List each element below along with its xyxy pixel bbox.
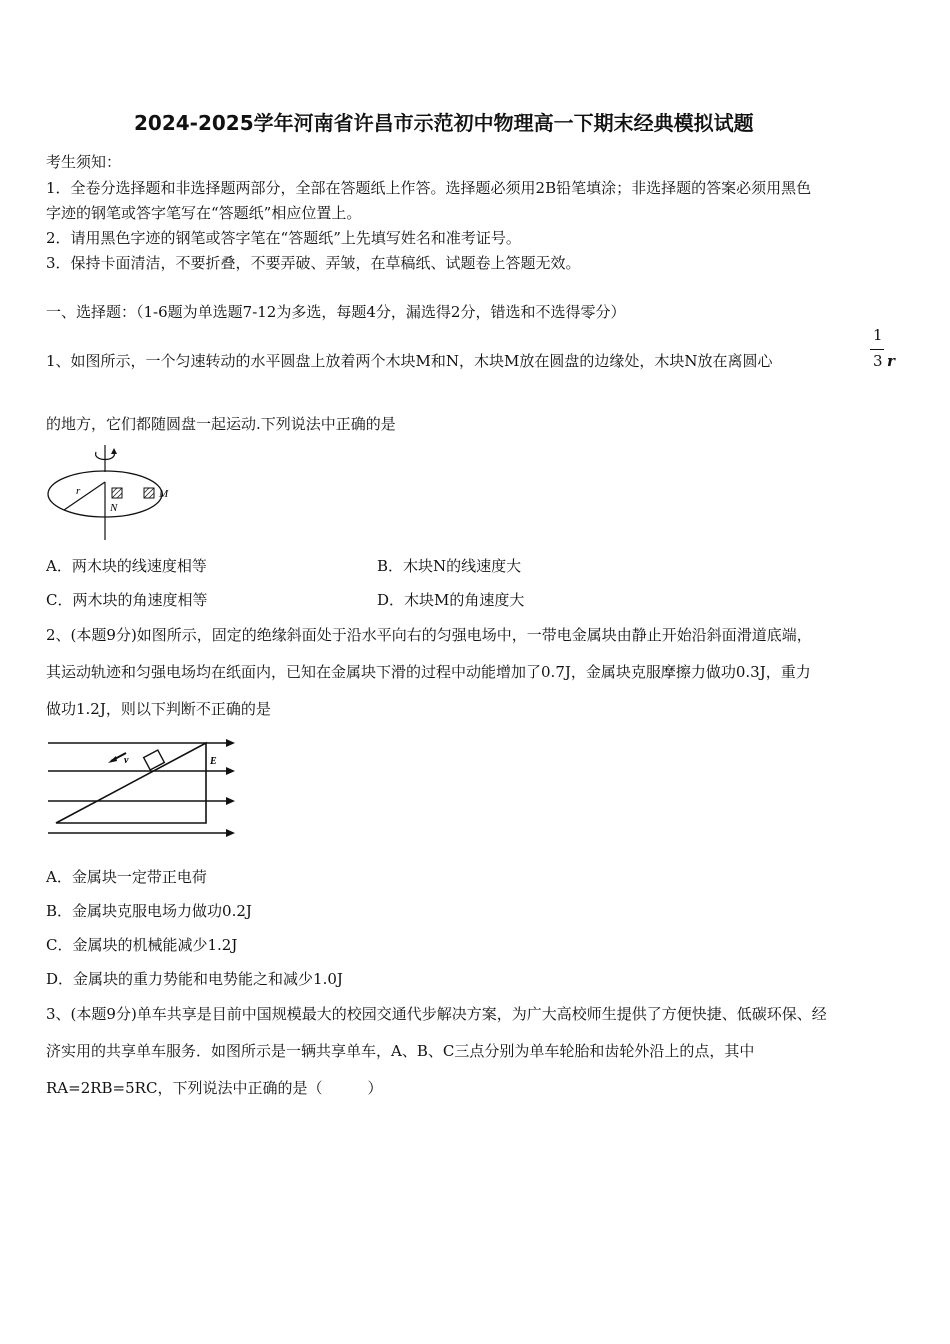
q1-option-a[interactable]: A．两木块的线速度相等 [46,557,207,575]
q2-option-c[interactable]: C．金属块的机械能减少1.2J [46,936,238,954]
q1-stem-line-1: 1、如图所示，一个匀速转动的水平圆盘上放着两个木块M和N，木块M放在圆盘的边缘处，木块N放在离圆心 [46,352,773,370]
q2-stem-line-3: 做功1.2J，则以下判断不正确的是 [46,700,271,718]
q1-option-c[interactable]: C．两木块的角速度相等 [46,591,208,609]
q2-field-arrowheads [226,739,235,837]
q1-fraction-bar [870,349,884,350]
q2-velocity-arrowhead [108,756,117,763]
q3-stem-line-1: 3、(本题9分)单车共享是目前中国规模最大的校园交通代步解决方案，为广大高校师生提供了方便快捷、低碳环保、经 [46,1005,827,1023]
notice-line-2: 字迹的钢笔或答字笔写在“答题纸”相应位置上。 [46,204,362,222]
q2-incline-figure [46,733,246,843]
q3-stem-line-3: RA=2RB=5RC，下列说法中正确的是（ ） [46,1079,383,1097]
q1-rotation-arrowhead [111,448,117,454]
q2-label-e: E [210,756,217,767]
q1-fraction-variable: r [887,352,895,370]
q2-label-v: v [124,755,129,766]
q2-option-d[interactable]: D．金属块的重力势能和电势能之和减少1.0J [46,970,343,988]
q1-fraction [870,326,884,372]
q2-incline [56,743,206,823]
q2-stem-line-1: 2、(本题9分)如图所示，固定的绝缘斜面处于沿水平向右的匀强电场中，一带电金属块由静止开始沿斜面滑道底端， [46,626,812,644]
q1-fraction-denominator: 3 [873,352,883,370]
q1-disk-figure [44,442,184,542]
q1-option-d[interactable]: D．木块M的角速度大 [377,591,525,609]
q1-fraction-numerator: 1 [873,326,883,344]
q1-option-b[interactable]: B．木块N的线速度大 [377,557,522,575]
q2-option-b[interactable]: B．金属块克服电场力做功0.2J [46,902,252,920]
q2-stem-line-2: 其运动轨迹和匀强电场均在纸面内，已知在金属块下滑的过程中动能增加了0.7J，金属块克服摩擦力做功0.3J，重力 [46,663,811,681]
q1-radius-line [64,482,105,510]
notice-line-4: 3．保持卡面清洁，不要折叠，不要弄破、弄皱，在草稿纸、试题卷上答题无效。 [46,254,581,272]
q2-option-a[interactable]: A．金属块一定带正电荷 [46,868,207,886]
q1-label-r: r [76,485,81,497]
q1-stem-line-2: 的地方，它们都随圆盘一起运动.下列说法中正确的是 [46,415,396,433]
page-title: 2024-2025学年河南省许昌市示范初中物理高一下期末经典模拟试题 [134,111,754,135]
notice-line-3: 2．请用黑色字迹的钢笔或答字笔在“答题纸”上先填写姓名和准考证号。 [46,229,521,247]
q3-stem-line-2: 济实用的共享单车服务．如图所示是一辆共享单车，A、B、C三点分别为单车轮胎和齿轮外沿上的点，其中 [46,1042,755,1060]
notice-line-1: 1．全卷分选择题和非选择题两部分，全部在答题纸上作答。选择题必须用2B铅笔填涂；非选择题的答案必须用黑色 [46,179,812,197]
q2-field-lines [48,743,228,833]
section-heading: 一、选择题：（1-6题为单选题7-12为多选，每题4分，漏选得2分，错选和不选得零分） [46,303,626,321]
q1-label-n: N [110,502,118,514]
q1-label-m: M [159,488,169,500]
notice-heading: 考生须知： [46,153,122,171]
